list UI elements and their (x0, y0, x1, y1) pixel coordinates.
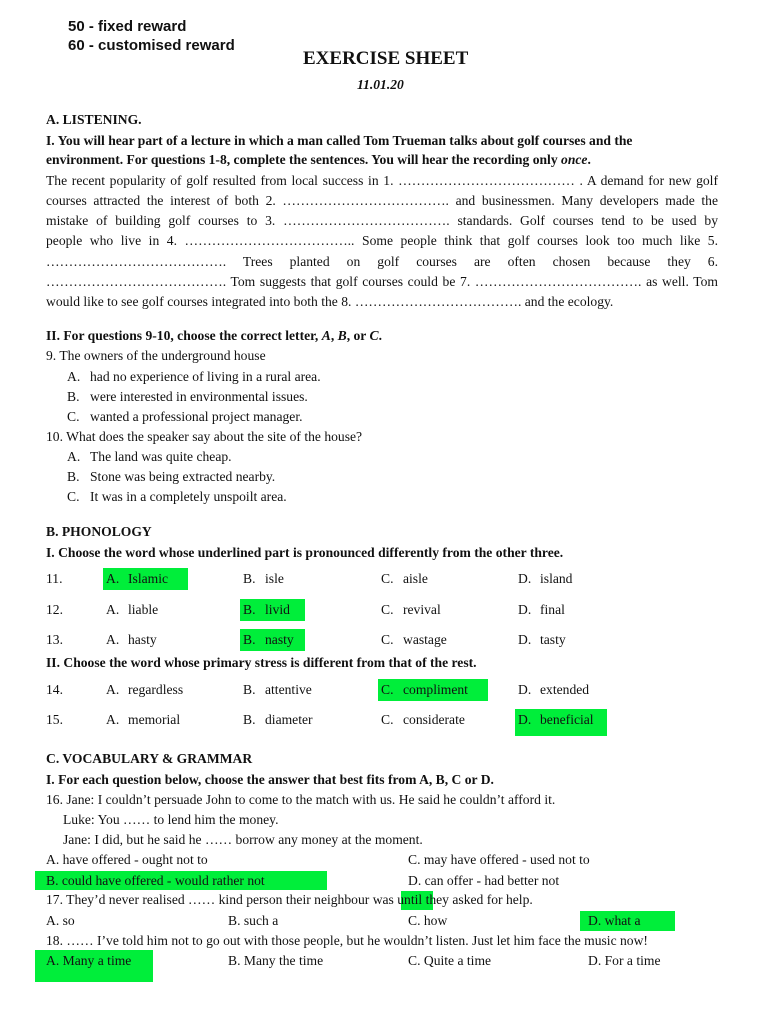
q13-option-c[interactable]: C. wastage (381, 632, 447, 647)
q11-option-d[interactable]: D. island (518, 571, 573, 586)
section-heading-listening: A. LISTENING. (46, 112, 142, 127)
reward-line-fixed: 50 - fixed reward (68, 18, 187, 35)
question-10-stem: 10. What does the speaker say about the site of the house? (46, 429, 363, 444)
q13-option-d[interactable]: D. tasty (518, 632, 566, 647)
question-16-line1: 16. Jane: I couldn’t persuade John to come to the match with us. He said he couldn’t afford it. (46, 792, 556, 807)
reward-line-customised: 60 - customised reward (68, 37, 235, 54)
q13-option-a[interactable]: A. hasty (106, 632, 157, 647)
q14-option-c[interactable]: C. compliment (381, 682, 468, 697)
listening-instruction-line2: environment. For questions 1-8, complete the sentences. You will hear the recording only once. (46, 152, 591, 167)
q14-option-a[interactable]: A. regardless (106, 682, 184, 697)
passage-line: …………………………………. Tom suggests that golf courses could be 7. ………………………………. as well. Tom (46, 274, 718, 289)
section-heading-vocabulary: C. VOCABULARY & GRAMMAR (46, 751, 253, 766)
q17-option-c[interactable]: C. how (408, 913, 448, 928)
question-number: 13. (46, 632, 63, 647)
listening-instruction-line1: I. You will hear part of a lecture in which a man called Tom Trueman talks about golf courses and the (46, 133, 633, 148)
question-18-stem: 18. …… I’ve told him not to go out with those people, but he wouldn’t listen. Just let him face the music now! (46, 933, 648, 948)
q17-option-b[interactable]: B. such a (228, 913, 279, 928)
vocabulary-instruction: I. For each question below, choose the answer that best fits from A, B, C or D. (46, 772, 494, 787)
question-number: 15. (46, 712, 63, 727)
q18-option-b[interactable]: B. Many the time (228, 953, 324, 968)
phonology-part1-instruction: I. Choose the word whose underlined part is pronounced differently from the other three. (46, 545, 564, 560)
q15-option-a[interactable]: A. memorial (106, 712, 181, 727)
section-heading-phonology: B. PHONOLOGY (46, 524, 152, 539)
q16-option-b[interactable]: B. could have offered - would rather not (46, 873, 265, 888)
q18-option-d[interactable]: D. For a time (588, 953, 661, 968)
q18-option-a[interactable]: A. Many a time (46, 953, 132, 968)
q17-option-d[interactable]: D. what a (588, 913, 641, 928)
page-title: EXERCISE SHEET (303, 48, 469, 69)
q15-option-b[interactable]: B. diameter (243, 712, 313, 727)
q12-option-c[interactable]: C. revival (381, 602, 441, 617)
q14-option-b[interactable]: B. attentive (243, 682, 312, 697)
q11-option-b[interactable]: B. isle (243, 571, 284, 586)
date: 11.01.20 (357, 77, 404, 92)
question-17-stem: 17. They’d never realised …… kind person their neighbour was until they asked for help. (46, 892, 533, 907)
phonology-part2-instruction: II. Choose the word whose primary stress is different from that of the rest. (46, 655, 477, 670)
q9-option-c[interactable]: C. wanted a professional project manager. (67, 409, 303, 424)
question-number: 12. (46, 602, 63, 617)
q17-option-a[interactable]: A. so (46, 913, 75, 928)
passage-line: would like to see golf courses integrated into both the 8. ………………………………. and the ecology. (46, 294, 614, 309)
passage-line: courses attracted the interest of both 2. ………………………………. and businessmen. Many developers made the (46, 193, 718, 208)
q10-option-a[interactable]: A. The land was quite cheap. (67, 449, 232, 464)
question-number: 14. (46, 682, 63, 697)
q13-option-b[interactable]: B. nasty (243, 632, 294, 647)
q12-option-b[interactable]: B. livid (243, 602, 290, 617)
q14-option-d[interactable]: D. extended (518, 682, 590, 697)
q16-option-a[interactable]: A. have offered - ought not to (46, 852, 208, 867)
question-9-stem: 9. The owners of the underground house (46, 348, 266, 363)
q18-option-c[interactable]: C. Quite a time (408, 953, 492, 968)
passage-line: people who live in 4. ……………………………….. Some people think that golf courses look too much like 5. (46, 233, 718, 248)
passage-line: The recent popularity of golf resulted from local success in 1. ………………………………… . A demand for new golf (46, 173, 718, 188)
question-number: 11. (46, 571, 63, 586)
q16-option-d[interactable]: D. can offer - had better not (408, 873, 560, 888)
q10-option-b[interactable]: B. Stone was being extracted nearby. (67, 469, 276, 484)
q9-option-a[interactable]: A. had no experience of living in a rural area. (67, 369, 321, 384)
listening-part2-heading: II. For questions 9-10, choose the correct letter, A, B, or C. (46, 328, 382, 343)
question-16-line3: Jane: I did, but he said he …… borrow any money at the moment. (63, 832, 423, 847)
q9-option-b[interactable]: B. were interested in environmental issues. (67, 389, 308, 404)
passage-line: mistake of building golf courses to 3. ………………………………. standards. Golf courses tend to be used by (46, 213, 718, 228)
q12-option-a[interactable]: A. liable (106, 602, 159, 617)
q16-option-c[interactable]: C. may have offered - used not to (408, 852, 590, 867)
q11-option-a[interactable]: A. Islamic (106, 571, 169, 586)
q15-option-d[interactable]: D. beneficial (518, 712, 594, 727)
q10-option-c[interactable]: C. It was in a completely unspoilt area. (67, 489, 287, 504)
q15-option-c[interactable]: C. considerate (381, 712, 465, 727)
question-16-line2: Luke: You …… to lend him the money. (63, 812, 279, 827)
passage-line: …………………………………. Trees planted on golf courses are often chosen because they 6. (46, 254, 718, 269)
q12-option-d[interactable]: D. final (518, 602, 565, 617)
q11-option-c[interactable]: C. aisle (381, 571, 428, 586)
